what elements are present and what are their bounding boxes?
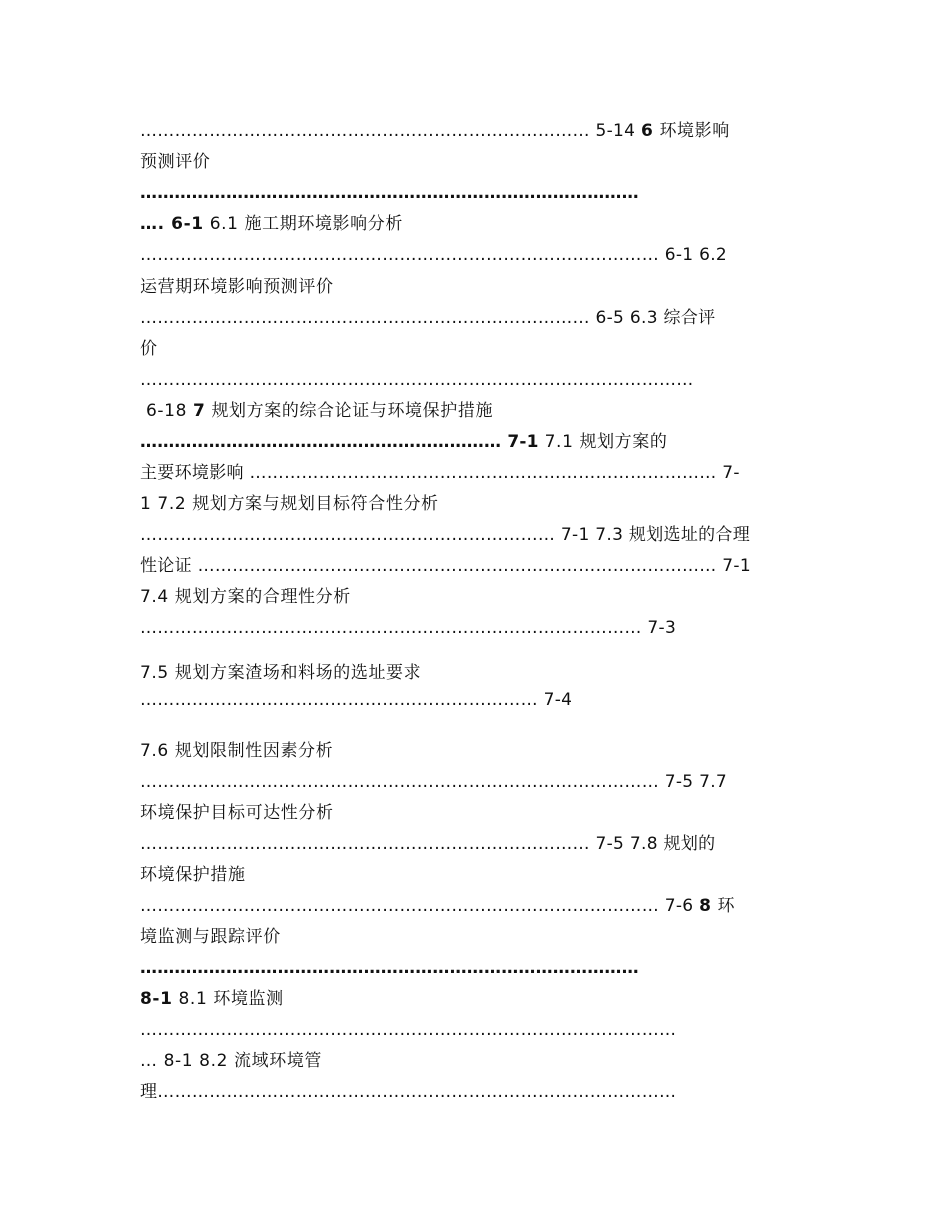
toc-leader-text: 理……………………………………………………………………………… (140, 1082, 677, 1102)
toc-line-13 (140, 493, 820, 515)
toc-entry-title: 预测评价 (140, 152, 211, 172)
toc-entry-title: 运营期环境影响预测评价 (140, 277, 334, 297)
toc-entry-title: 规划方案的综合论证与环境保护措施 (205, 401, 494, 421)
toc-line-22 (140, 802, 820, 824)
toc-line-6 (140, 276, 820, 298)
toc-line-7 (140, 307, 820, 329)
toc-leader-text: …………………………………………………………………… 7-5 7.8 规划的 (140, 834, 716, 854)
toc-chapter-number: 6 (641, 121, 654, 141)
toc-entry-title: 环境影响 (653, 121, 730, 141)
toc-entry-title: 8.1 环境监测 (172, 989, 284, 1009)
toc-line-23 (140, 833, 820, 855)
toc-line-27 (140, 957, 820, 979)
toc-line-10 (140, 400, 820, 422)
toc-entry-title: 7.5 规划方案渣场和料场的选址要求 (140, 663, 422, 683)
toc-line-30 (140, 1050, 820, 1072)
toc-chapter-number: 7 (193, 401, 206, 421)
toc-leader-text: ……………………………………………………………………………… 6-1 6.2 (140, 245, 728, 265)
toc-leader-bold: …………………………………………………………………………… (140, 958, 639, 978)
toc-line-21 (140, 771, 820, 793)
toc-line-24 (140, 864, 820, 886)
toc-line-29 (140, 1019, 820, 1041)
toc-leader-bold: ……………………………………………………… 7-1 (140, 432, 539, 452)
toc-line-5 (140, 244, 820, 266)
toc-line-12 (140, 462, 820, 484)
toc-entry-title: 环 (711, 896, 736, 916)
toc-line-15 (140, 555, 820, 577)
toc-line-20 (140, 740, 820, 762)
toc-leader-text: …………………………………………………………………………… 7-3 (140, 618, 677, 638)
toc-entry-title: 7.6 规划限制性因素分析 (140, 741, 334, 761)
toc-entry-title: 价 (140, 339, 158, 359)
toc-line-31 (140, 1081, 820, 1103)
toc-leader-text: ……………………………………………………………… 7-1 7.3 规划选址的合理 (140, 525, 751, 545)
toc-line-9 (140, 369, 820, 391)
toc-leader-text: …………………………………………………………………… 6-5 6.3 综合评 (140, 308, 716, 328)
toc-chapter-number: 8 (699, 896, 712, 916)
toc-leader-text: 主要环境影响 ……………………………………………………………………… 7- (140, 463, 740, 483)
toc-leader-text: 性论证 ……………………………………………………………………………… 7-1 (140, 556, 751, 576)
toc-line-19 (140, 689, 820, 711)
toc-line-28 (140, 988, 820, 1010)
toc-page-number: 6-18 (140, 401, 193, 421)
toc-entry-title: 环境保护措施 (140, 865, 246, 885)
toc-leader-text: ……………………………………………………………………………… 7-6 (140, 896, 700, 916)
toc-page-number-bold: 8-1 (140, 989, 173, 1009)
toc-entry-title: … 8-1 8.2 流域环境管 (140, 1051, 323, 1071)
toc-leader-text: …………………………………………………………………………………… (140, 370, 694, 390)
toc-leader-text: …………………………………………………………… 7-4 (140, 690, 573, 710)
toc-entry-title: 7.1 规划方案的 (538, 432, 668, 452)
toc-page-number-bold: …. 6-1 (140, 214, 204, 234)
toc-line-17 (140, 617, 820, 639)
toc-line-25 (140, 895, 820, 917)
toc-line-18 (140, 662, 820, 684)
toc-entry-title: 7.4 规划方案的合理性分析 (140, 587, 351, 607)
toc-line-8 (140, 338, 820, 360)
toc-line-26 (140, 926, 820, 948)
toc-line-16 (140, 586, 820, 608)
toc-line-3 (140, 182, 820, 204)
toc-leader-text: …………………………………………………………………… 5-14 (140, 121, 641, 141)
toc-line-14 (140, 524, 820, 546)
toc-line-1 (140, 120, 820, 142)
toc-line-4 (140, 213, 820, 235)
toc-entry-title: 6.1 施工期环境影响分析 (203, 214, 403, 234)
toc-entry-title: 境监测与跟踪评价 (140, 927, 281, 947)
toc-leader-text: ……………………………………………………………………………… 7-5 7.7 (140, 772, 728, 792)
toc-entry-title: 1 7.2 规划方案与规划目标符合性分析 (140, 494, 439, 514)
toc-line-2 (140, 151, 820, 173)
toc-leader-bold: …………………………………………………………………………… (140, 183, 639, 203)
toc-line-11 (140, 431, 820, 453)
toc-entry-title: 环境保护目标可达性分析 (140, 803, 334, 823)
toc-leader-text: ………………………………………………………………………………… (140, 1020, 677, 1040)
